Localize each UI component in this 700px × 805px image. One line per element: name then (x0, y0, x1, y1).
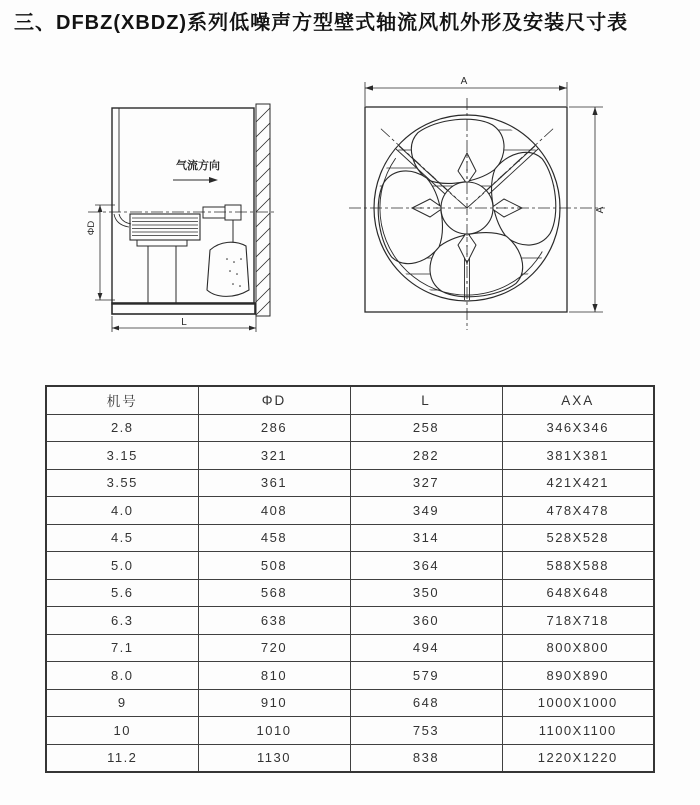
table-cell: 1010 (198, 717, 350, 745)
wall-section (256, 104, 270, 316)
table-cell: 810 (198, 662, 350, 690)
table-cell: 2.8 (46, 414, 198, 442)
dimension-a-right (569, 107, 606, 312)
table-cell: 1000X1000 (502, 689, 654, 717)
table-cell: 286 (198, 414, 350, 442)
motor (130, 214, 200, 303)
dimension-a-top (365, 76, 567, 106)
dim-a-top-label: A (460, 76, 468, 87)
table-row (46, 662, 654, 690)
table-row (46, 634, 654, 662)
table-cell: 568 (198, 579, 350, 607)
table-cell: 3.15 (46, 442, 198, 470)
table-cell: 6.3 (46, 607, 198, 635)
table-cell: 648 (350, 689, 502, 717)
table-cell: 720 (198, 634, 350, 662)
table-cell: 327 (350, 469, 502, 497)
table-row (46, 717, 654, 745)
table-cell: 321 (198, 442, 350, 470)
shaft-hub (203, 205, 241, 248)
table-cell: 838 (350, 744, 502, 772)
page-title: 三、DFBZ(XBDZ)系列低噪声方型壁式轴流风机外形及安装尺寸表 (14, 12, 629, 34)
table-cell: 11.2 (46, 744, 198, 772)
table-cell: 528X528 (502, 524, 654, 552)
airflow-direction-label: 气流方向 (176, 160, 220, 172)
table-row (46, 442, 654, 470)
dim-a-right-label: A (595, 206, 606, 214)
table-cell: 9 (46, 689, 198, 717)
table-cell: 5.0 (46, 552, 198, 580)
table-cell: 3.55 (46, 469, 198, 497)
table-row (46, 689, 654, 717)
table-cell: 638 (198, 607, 350, 635)
fan-blade-side (207, 242, 249, 296)
header-fan-size: 机号 (46, 386, 198, 414)
table-cell: 346X346 (502, 414, 654, 442)
header-phi-d: ΦD (198, 386, 350, 414)
table-cell: 494 (350, 634, 502, 662)
table-cell: 258 (350, 414, 502, 442)
table-cell: 10 (46, 717, 198, 745)
table-cell: 421X421 (502, 469, 654, 497)
table-row (46, 579, 654, 607)
table-cell: 588X588 (502, 552, 654, 580)
table-cell: 408 (198, 497, 350, 525)
dimension-phi-d (86, 205, 115, 300)
table-cell: 1100X1100 (502, 717, 654, 745)
table-row (46, 497, 654, 525)
table-cell: 360 (350, 607, 502, 635)
table-cell: 1220X1220 (502, 744, 654, 772)
table-cell: 350 (350, 579, 502, 607)
dimensions-table (45, 385, 655, 773)
table-cell: 314 (350, 524, 502, 552)
table-cell: 364 (350, 552, 502, 580)
table-cell: 910 (198, 689, 350, 717)
table-cell: 890X890 (502, 662, 654, 690)
table-cell: 361 (198, 469, 350, 497)
table-header-row (46, 386, 654, 414)
table-row (46, 524, 654, 552)
table-cell: 4.0 (46, 497, 198, 525)
front-view-drawing (335, 58, 625, 343)
table-cell: 381X381 (502, 442, 654, 470)
table-cell: 579 (350, 662, 502, 690)
dimension-l (112, 316, 256, 332)
table-row (46, 469, 654, 497)
dim-phi-d-label: ΦD (86, 220, 97, 236)
header-axa: AXA (502, 386, 654, 414)
table-cell: 458 (198, 524, 350, 552)
table-cell: 5.6 (46, 579, 198, 607)
table-cell: 4.5 (46, 524, 198, 552)
table-cell: 8.0 (46, 662, 198, 690)
table-cell: 648X648 (502, 579, 654, 607)
table-cell: 282 (350, 442, 502, 470)
table-cell: 718X718 (502, 607, 654, 635)
table-row (46, 414, 654, 442)
table-row (46, 744, 654, 772)
table-cell: 800X800 (502, 634, 654, 662)
table-row (46, 552, 654, 580)
table-cell: 7.1 (46, 634, 198, 662)
airflow-direction (173, 158, 220, 183)
table-row (46, 607, 654, 635)
table-cell: 478X478 (502, 497, 654, 525)
airflow-arrow-icon (209, 177, 218, 183)
table-cell: 1130 (198, 744, 350, 772)
table-cell: 753 (350, 717, 502, 745)
side-view-drawing (85, 78, 280, 340)
header-l: L (350, 386, 502, 414)
table-body (46, 414, 654, 772)
dim-l-label: L (181, 317, 187, 328)
table-cell: 508 (198, 552, 350, 580)
table-cell: 349 (350, 497, 502, 525)
